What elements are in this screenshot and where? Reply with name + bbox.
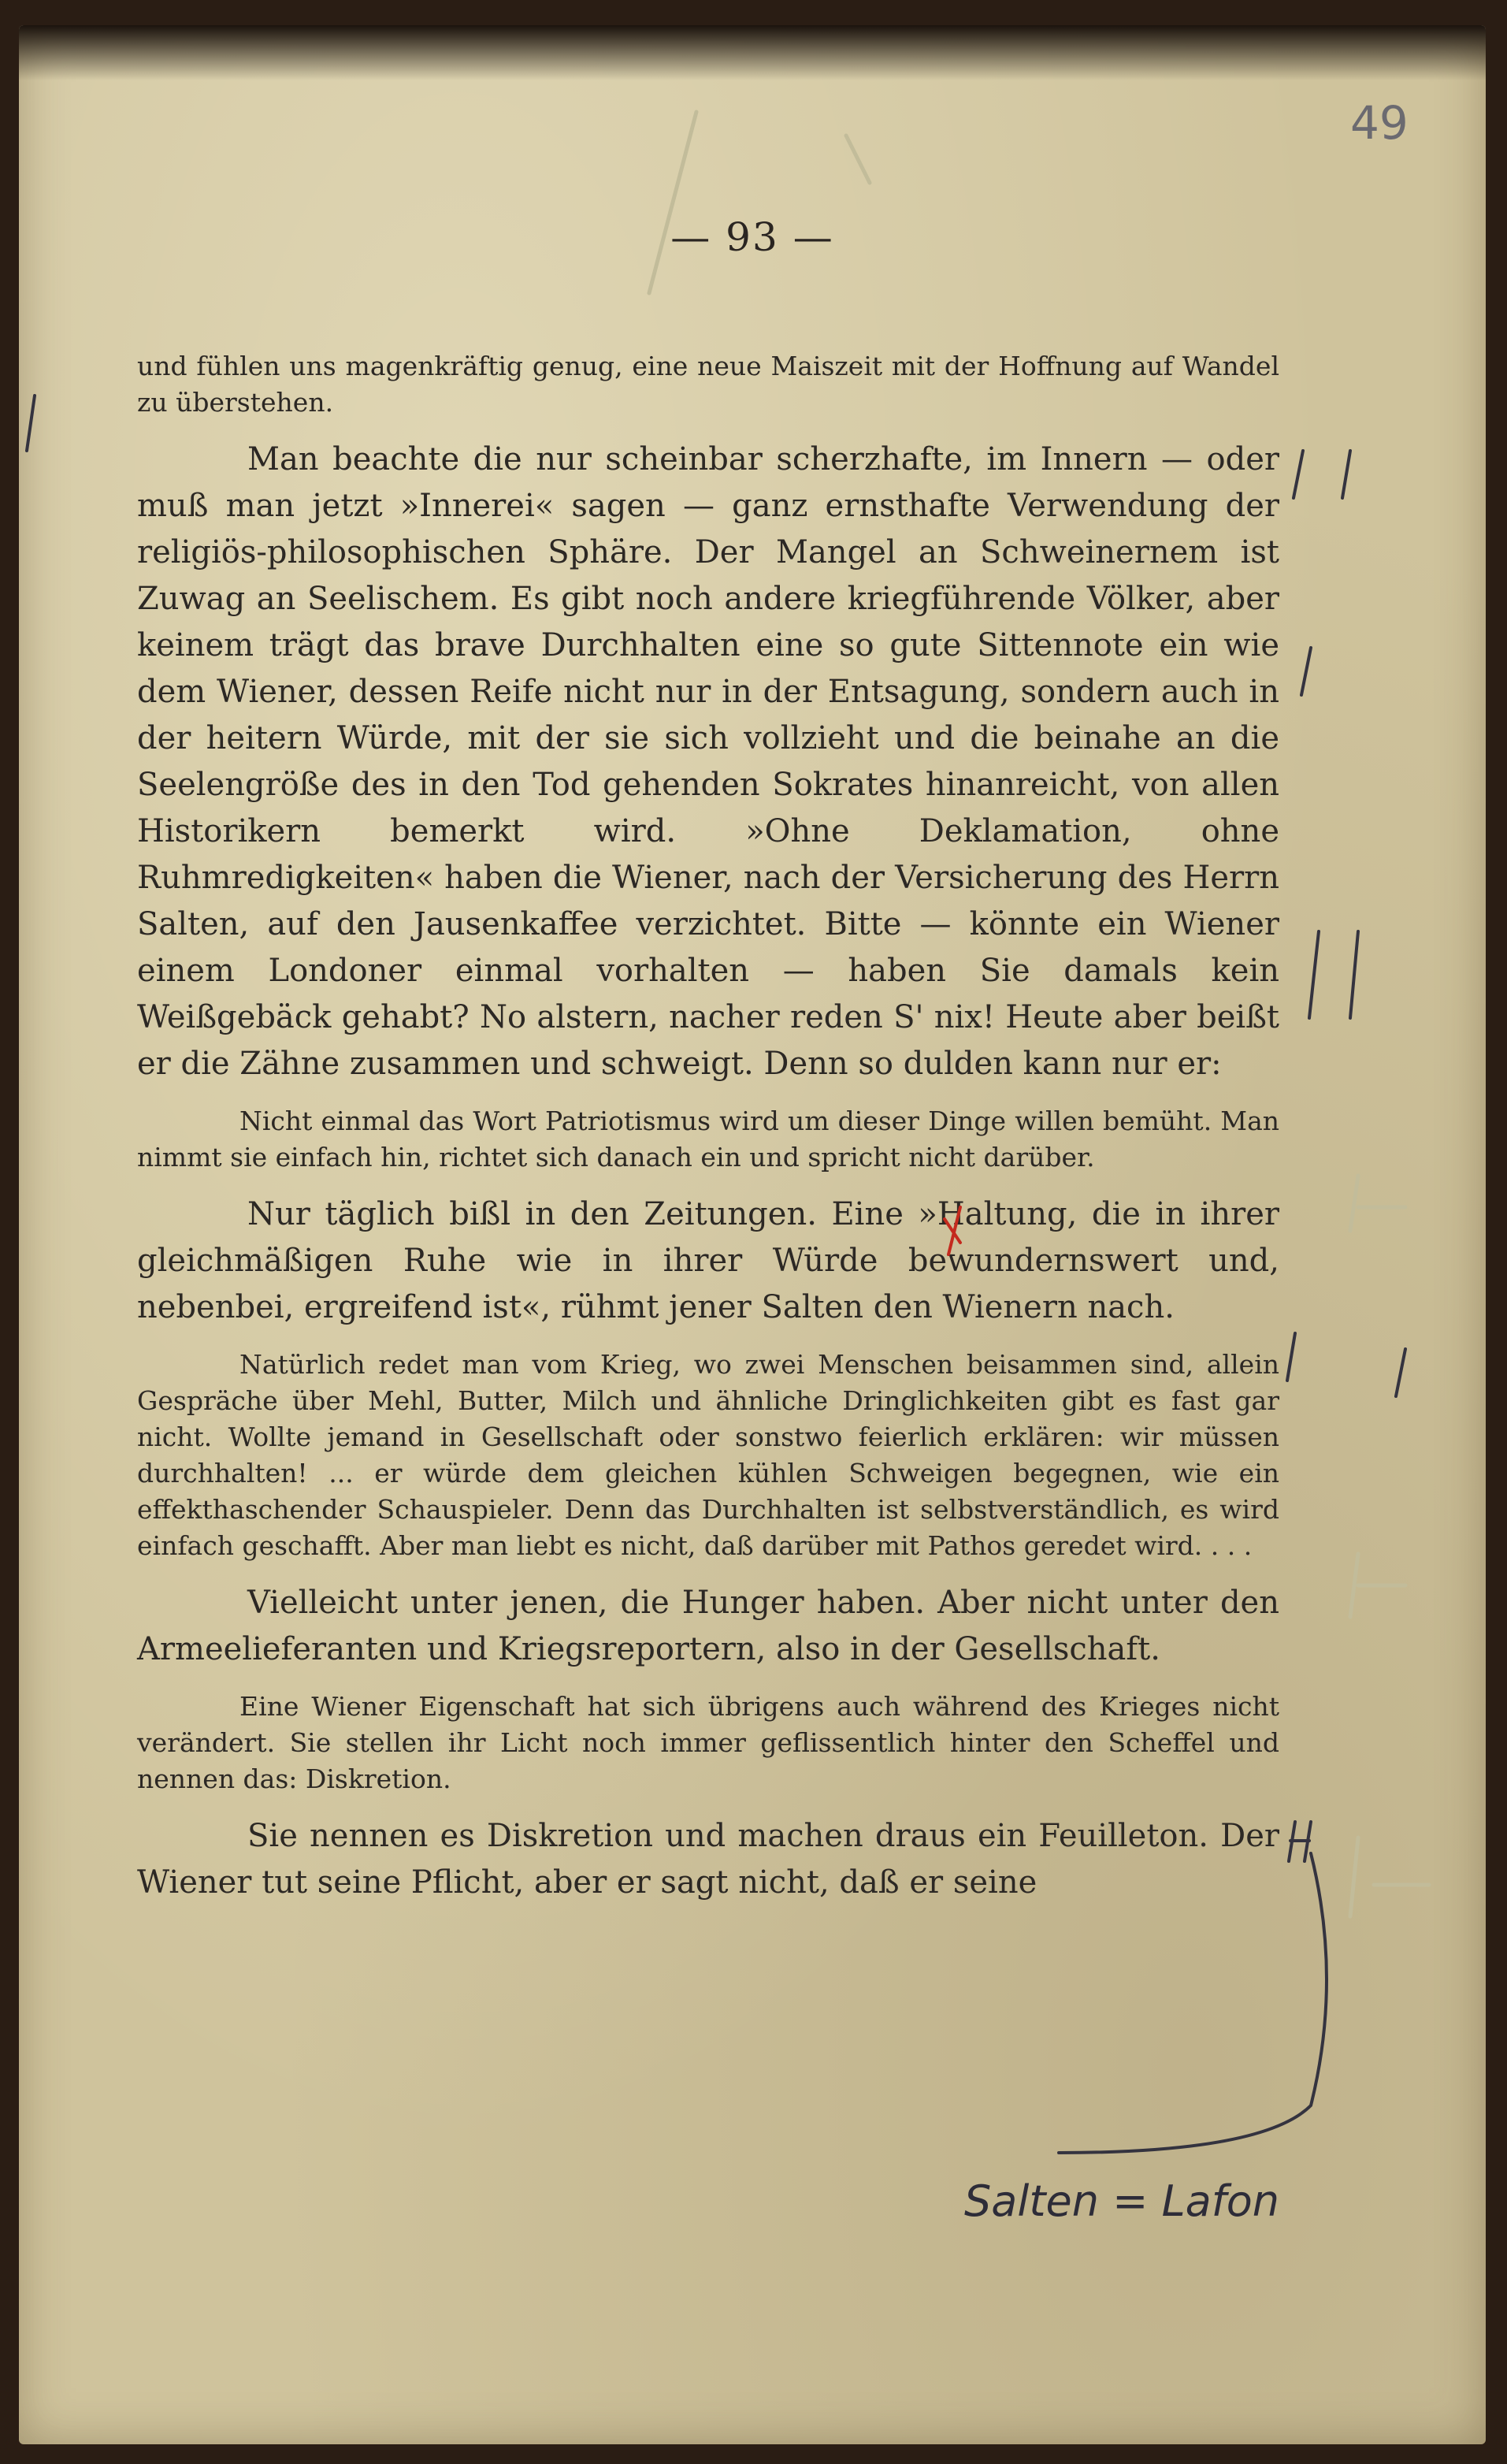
faint-pencil-stroke bbox=[649, 112, 870, 293]
folio-number: 49 bbox=[1350, 96, 1409, 150]
handwritten-signature: Salten = Lafon bbox=[964, 2176, 1280, 2226]
paragraph: Sie nennen es Diskretion und machen draus ein Feuilleton. Der Wiener tut seine Pflicht, aber er sagt nicht, daß er seine bbox=[137, 1818, 1279, 1901]
margin-stroke bbox=[1342, 451, 1350, 498]
margin-stroke bbox=[1289, 1822, 1311, 1861]
margin-stroke bbox=[27, 396, 35, 451]
margin-stroke bbox=[1396, 1349, 1405, 1396]
faint-pencil-stroke bbox=[1350, 1554, 1405, 1617]
margin-stroke bbox=[1287, 1333, 1295, 1381]
paragraph: Vielleicht unter jenen, die Hunger haben. Aber nicht unter den Armeelieferanten und Kriegsreportern, also in der Gesellschaft. bbox=[137, 1585, 1279, 1667]
quoted-paragraph: Eine Wiener Eigenschaft hat sich übrigens auch während des Krieges nicht verändert. Sie stellen ihr Licht noch immer geflissentlich hinter den Scheffel und nennen das: Diskretion. bbox=[137, 1691, 1279, 1794]
margin-stroke bbox=[1294, 451, 1303, 498]
faint-pencil-stroke bbox=[1350, 1838, 1429, 1916]
body-text bbox=[137, 348, 1279, 1906]
margin-stroke bbox=[1301, 648, 1311, 695]
book-page bbox=[19, 25, 1486, 2444]
margin-stroke bbox=[1309, 931, 1319, 1018]
quoted-paragraph: Natürlich redet man vom Krieg, wo zwei Menschen beisammen sind, allein Gespräche über Mehl, Butter, Milch und ähnliche Dringlichkeiten gibt es fast gar nicht. Wollte jemand in Gesellschaft oder sonstwo feierlich erklären: wir müssen durchhalten! ... er würde dem gleichen kühlen Schweigen begegnen, wie ein effekthaschender Schauspieler. Denn das Durchhalten ist selbstverständlich, es wird einfach geschafft. Aber man liebt es nicht, daß darüber mit Pathos geredet wird. . . . bbox=[137, 1349, 1279, 1561]
page-top-shadow bbox=[19, 25, 1486, 80]
margin-stroke bbox=[1350, 931, 1358, 1018]
paragraph: Nur täglich bißl in den Zeitungen. Eine »Haltung, die in ihrer gleichmäßigen Ruhe wie in ihrer Würde bewundernswert und, nebenbei, ergreifend ist«, rühmt jener Salten den Wienern nach. bbox=[137, 1196, 1279, 1325]
paragraph: Man beachte die nur scheinbar scherzhafte, im Innern — oder muß man jetzt »Innerei« sagen — ganz ernsthafte Verwendung der religiös-philosophischen Sphäre. Der Mangel an Schweinernem ist Zuwag an Seelischem. Es gibt noch andere kriegführende Völker, aber keinem trägt das brave Durchhalten eine so gute Sittennote ein wie dem Wiener, dessen Reife nicht nur in der Entsagung, sondern auch in der heitern Würde, mit der sie sich vollzieht und die beinahe an die Seelengröße des in den Tod gehenden Sokrates hinanreicht, von allen Historikern bemerkt wird. »Ohne Deklamation, ohne Ruhmredigkeiten« haben die Wiener, nach der Versicherung des Herrn Salten, auf den Jausenkaffee verzichtet. Bitte — könnte ein Wiener einem Londoner einmal vorhalten — haben Sie damals kein Weißgebäck gehabt? No alstern, nacher reden S' nix! Heute aber beißt er die Zähne zusammen und schweigt. Denn so dulden kann nur er: bbox=[137, 441, 1279, 1082]
faint-pencil-stroke bbox=[1350, 1176, 1405, 1231]
paragraph: und fühlen uns magenkräftig genug, eine neue Maiszeit mit der Hoffnung auf Wandel zu überstehen. bbox=[137, 351, 1279, 418]
quoted-paragraph: Nicht einmal das Wort Patriotismus wird um dieser Dinge willen bemüht. Man nimmt sie einfach hin, richtet sich danach ein und spricht nicht darüber. bbox=[137, 1106, 1279, 1173]
page-number: — 93 — bbox=[670, 214, 834, 260]
